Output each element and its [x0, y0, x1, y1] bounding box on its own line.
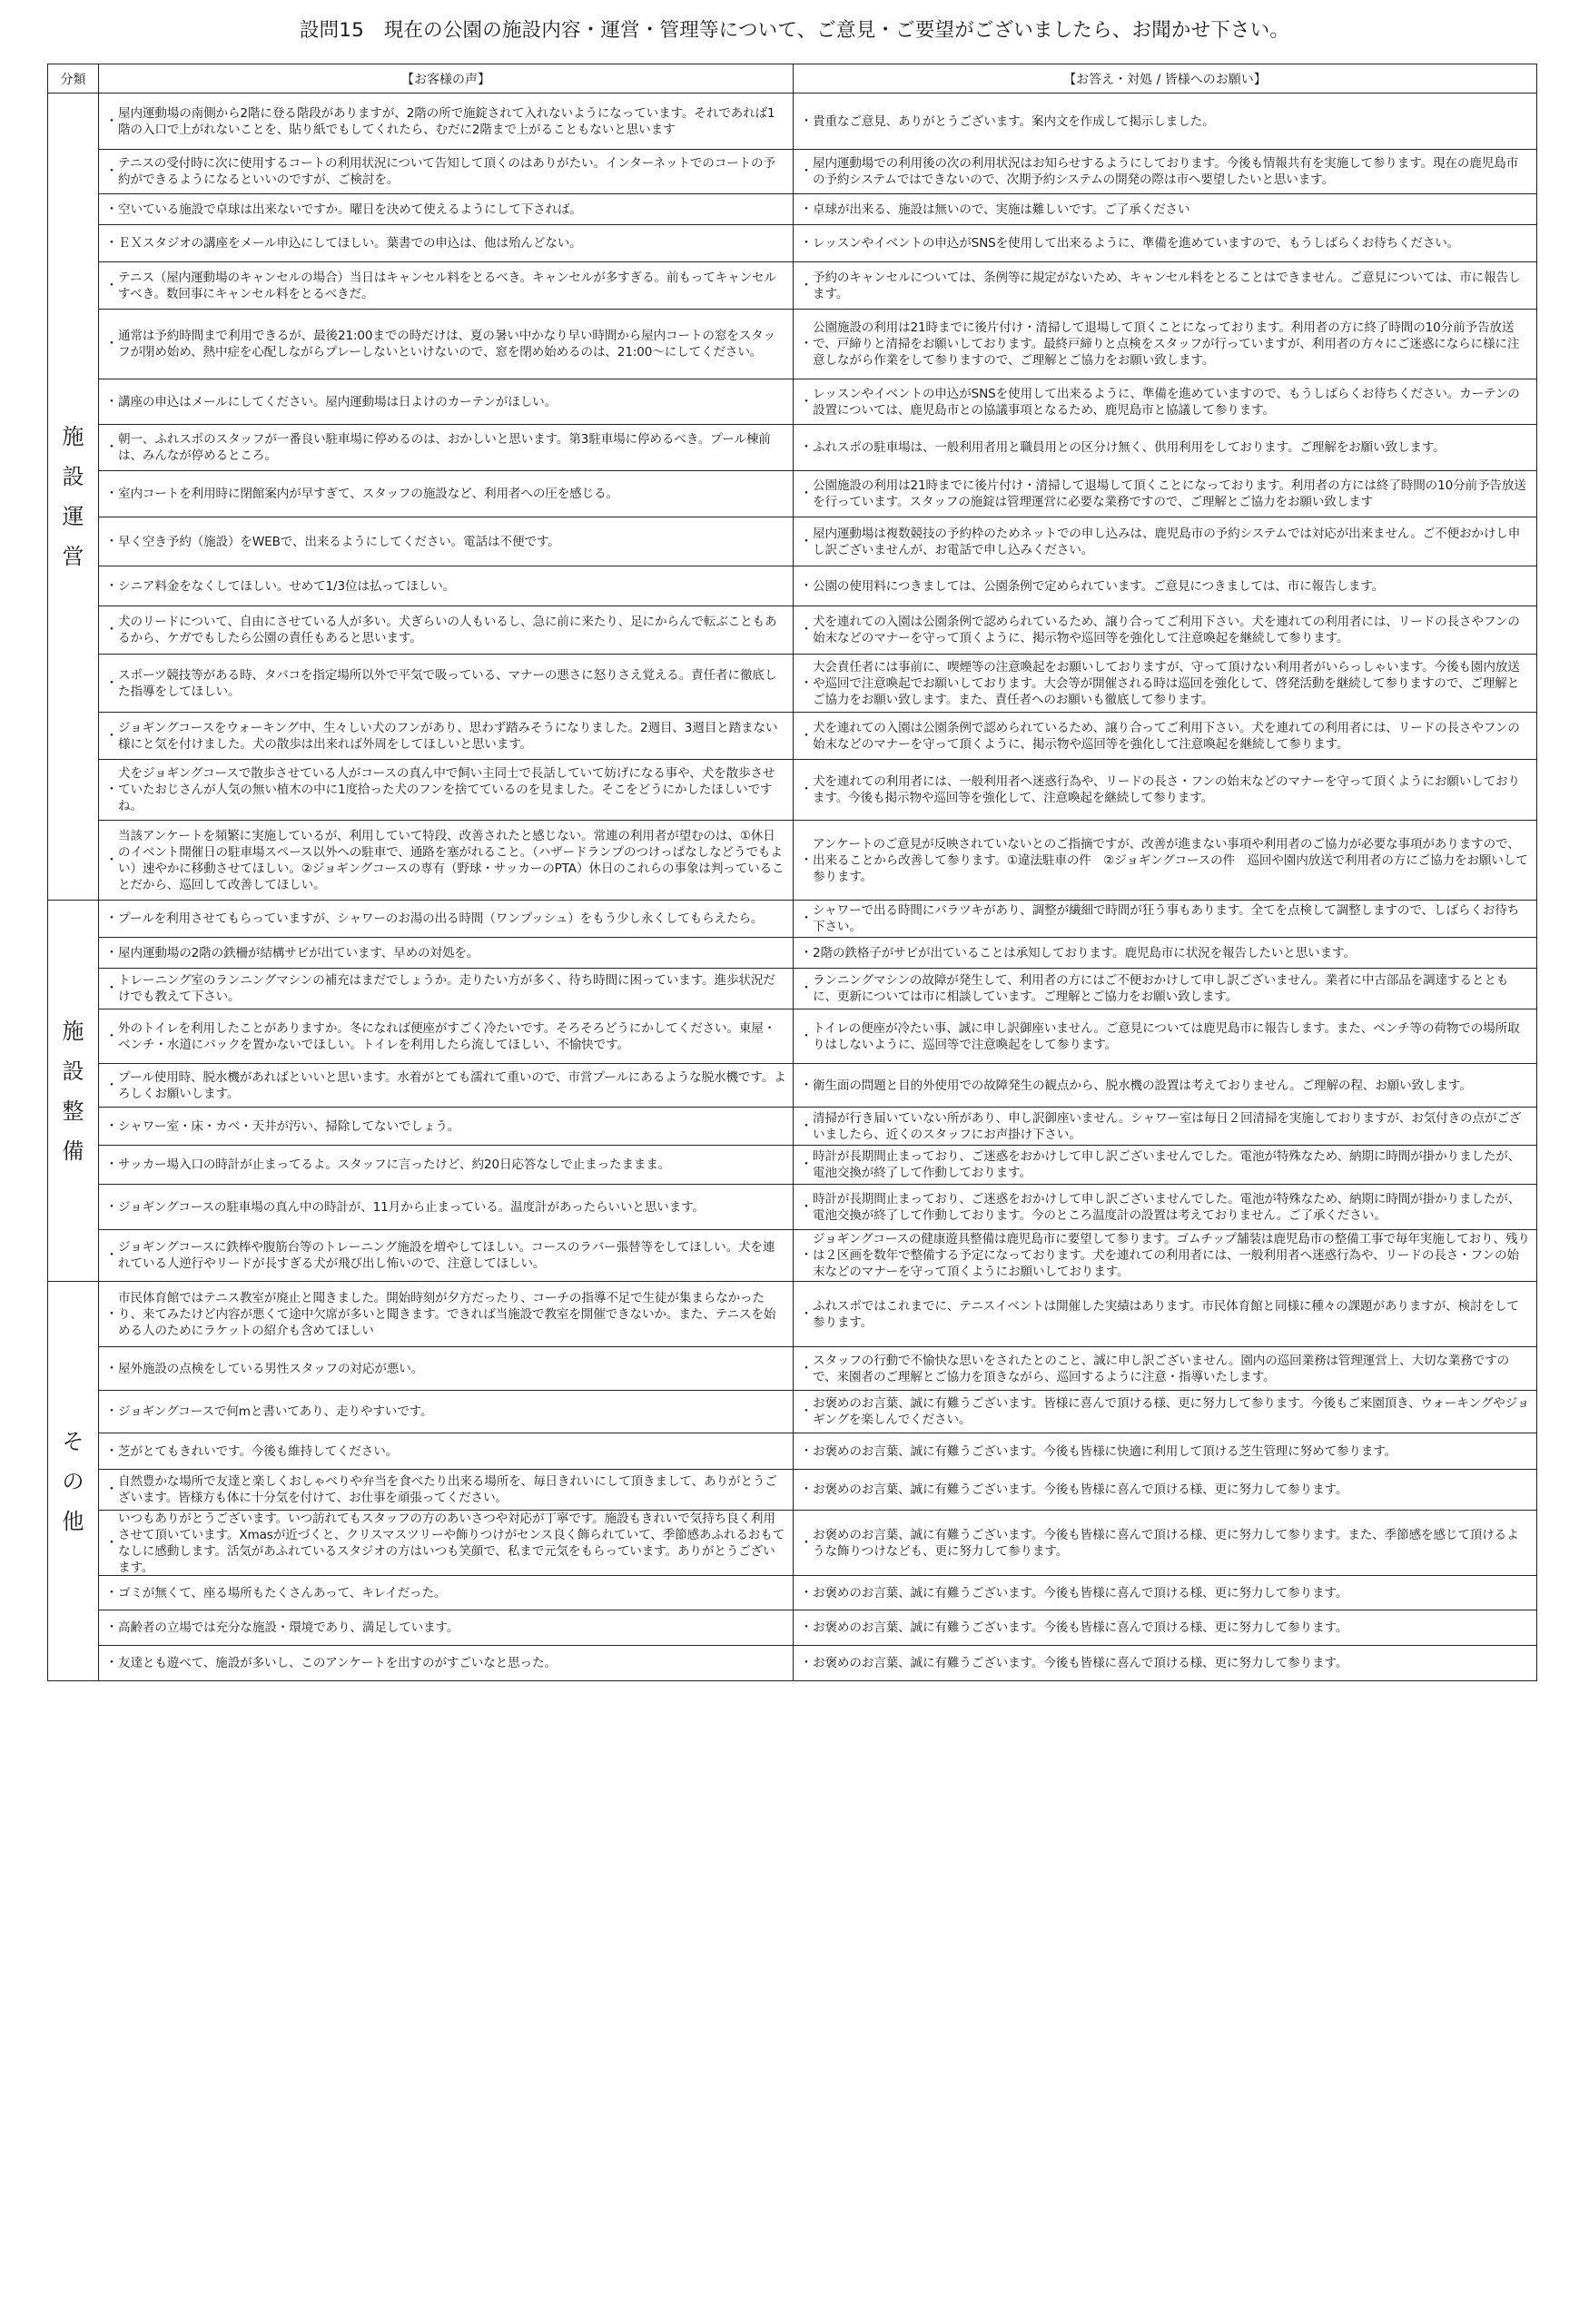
- bullet-mark: ・: [105, 728, 118, 743]
- bullet-mark: ・: [800, 1656, 813, 1670]
- category-char: そ: [62, 1428, 84, 1454]
- page-title: 設問15 現在の公園の施設内容・運営・管理等について、ご意見・ご要望がございましたら、お聞かせ下さい。: [299, 19, 1290, 42]
- answer-cell: [794, 225, 1537, 262]
- category-cell: [48, 94, 99, 901]
- table-row: [48, 310, 1537, 379]
- answer-cell: [794, 310, 1537, 379]
- answer-text: シャワーで出る時間にバラツキがあり、調整が繊細で時間が狂う事もあります。全てを点検して調整しますので、しばらくお待ち下さい。: [813, 903, 1520, 934]
- customer-voice-cell: [99, 310, 794, 379]
- customer-voice-cell: [99, 938, 794, 969]
- customer-voice-cell: [99, 1433, 794, 1470]
- answer-text: 公園施設の利用は21時までに後片付け・清掃して退場して頂くことになっております。利用者の方には終了時間の10分前予告放送を行っています。スタッフの施錠は管理運営に必要な業務ですので、ご理解とご協力をお願い致します: [813, 478, 1526, 509]
- answer-cell: [794, 1433, 1537, 1470]
- bullet-mark: ・: [800, 440, 813, 455]
- answer-cell: [794, 566, 1537, 606]
- customer-voice-cell: [99, 517, 794, 566]
- answer-text: スタッフの行動で不愉快な思いをされたとのこと、誠に申し訳ございません。園内の巡回業務は管理運営上、大切な業務ですので、来園者のご理解とご協力を頂きながら、巡回するように注意・指導いたします。: [813, 1353, 1510, 1384]
- bullet-mark: ・: [105, 945, 118, 960]
- answer-text: 大会責任者には事前に、喫煙等の注意喚起をお願いしておりますが、守って頂けない利用者がいらっしゃいます。今後も園内放送や巡回で注意喚起でお願いしております。大会等が開催される時は巡回を強化して、啓発活動を継続して参りますので、ご理解とご協力をお願い致します。また、責任者へのお願いも徹底して参ります。: [813, 659, 1520, 707]
- answer-text: 清掃が行き届いていない所があり、申し訳御座いません。シャワー室は毎日２回清掃を実施しておりますが、お気付きの点がございましたら、近くのスタッフにお声掛け下さい。: [813, 1110, 1522, 1142]
- table-row: [48, 225, 1537, 262]
- customer-voice-text: 外のトイレを利用したことがありますか。冬になれば便座がすごく冷たいです。そろそろどうにかしてください。東屋・ベンチ・水道にバックを置かないでほしい。トイレを利用したら流してほしい、不愉快です。: [118, 1020, 776, 1052]
- bullet-mark: ・: [105, 1535, 118, 1551]
- answer-text: レッスンやイベントの申込がSNSを使用して出来るように、準備を進めていますので、もうしばらくお待ちください。: [813, 236, 1460, 251]
- answer-text: 公園施設の利用は21時までに後片付け・清掃して退場して頂くことになっております。利用者の方に終了時間の10分前予告放送で、戸締りと清掃をお願いしております。最終戸締りと点検をスタッフが行っていますが、利用者の方々にご迷惑にならに様に注意しながら作業をして参りますので、ご理解とご協力をお願い致します。: [813, 320, 1520, 368]
- customer-voice-cell: [99, 760, 794, 821]
- answer-cell: [794, 1470, 1537, 1511]
- table-row: [48, 566, 1537, 606]
- answer-cell: [794, 1108, 1537, 1146]
- category-char: 営: [62, 544, 84, 569]
- answer-cell: [794, 1610, 1537, 1646]
- table-row: [48, 194, 1537, 225]
- customer-voice-cell: [99, 150, 794, 194]
- bullet-mark: ・: [105, 1585, 118, 1600]
- bullet-mark: ・: [800, 675, 813, 691]
- answer-text: お褒めのお言葉、誠に有難うございます。皆様に喜んで頂ける様、更に努力して参ります。今後もご来園頂き、ウォーキングやジョギングを楽しんでください。: [813, 1396, 1530, 1427]
- customer-voice-cell: [99, 1146, 794, 1185]
- table-row: [48, 606, 1537, 655]
- customer-voice-text: ゴミが無くて、座る場所もたくさんあって、キレイだった。: [118, 1585, 447, 1600]
- customer-voice-text: プール使用時、脱水機があればといいと思います。水着がとても濡れて重いので、市営プールにあるような脱水機です。よろしくお願いします。: [118, 1069, 786, 1101]
- category-cell: [48, 1282, 99, 1681]
- answer-text: 公園の使用料につきましては、公園条例で定められています。ご意見につきましては、市に報告します。: [813, 578, 1385, 594]
- bullet-mark: ・: [800, 278, 813, 293]
- customer-voice-cell: [99, 713, 794, 760]
- customer-voice-text: 空いている施設で卓球は出来ないですか。曜日を決めて使えるようにして下されば。: [118, 202, 582, 217]
- answer-cell: [794, 1230, 1537, 1282]
- bullet-mark: ・: [800, 1157, 813, 1172]
- category-char: 整: [62, 1098, 84, 1124]
- answer-text: トイレの便座が冷たい事、誠に申し訳御座いません。ご意見については鹿児島市に報告します。また、ベンチ等の荷物での場所取りはしないように、巡回等で注意喚起をして参ります。: [813, 1020, 1520, 1052]
- customer-voice-cell: [99, 94, 794, 150]
- customer-voice-cell: [99, 1511, 794, 1576]
- table-row: [48, 1576, 1537, 1610]
- customer-voice-text: ジョギングコースをウォーキング中、生々しい犬のフンがあり、思わず踏みそうになりました。2週目、3週目と踏まない様にと気を付けました。犬の散歩は出来れば外周をしてほしいと思います。: [118, 720, 778, 752]
- bullet-mark: ・: [105, 1306, 118, 1322]
- answer-text: アンケートのご意見が反映されていないとのご指摘ですが、改善が進まない事項や利用者のご協力が必要な事項がありますので、出来ることから改善して参ります。①違法駐車の件 ②ジョギングコースの件 巡回や園内放送で利用者の方にご協力をお願いして参ります。: [813, 836, 1528, 884]
- customer-voice-cell: [99, 1009, 794, 1064]
- customer-voice-text: ＥＸスタジオの講座をメール申込にしてほしい。葉書での申込は、他は殆んどない。: [118, 236, 582, 251]
- bullet-mark: ・: [105, 440, 118, 455]
- header-voice: 【お客様の声】: [99, 64, 794, 94]
- answer-cell: [794, 655, 1537, 713]
- table-row: [48, 938, 1537, 969]
- bullet-mark: ・: [800, 164, 813, 179]
- answer-text: 時計が長期間止まっており、ご迷惑をおかけして申し訳ございませんでした。電池が特殊なため、納期に時間が掛かりましたが、電池交換が終了して作動しております。: [813, 1149, 1521, 1180]
- table-row: [48, 655, 1537, 713]
- bullet-mark: ・: [105, 1404, 118, 1419]
- bullet-mark: ・: [800, 534, 813, 549]
- customer-voice-text: 屋内運動場の南側から2階に登る階段がありますが、2階の所で施錠されて入れないようになっています。それであれば1階の入口で上がれないことを、貼り紙でもしてくれたら、むだに2階まで上がることもないと思います: [118, 105, 775, 137]
- answer-cell: [794, 760, 1537, 821]
- category-cell: [48, 901, 99, 1282]
- table-row: [48, 471, 1537, 517]
- bullet-mark: ・: [800, 1535, 813, 1551]
- bullet-mark: ・: [800, 945, 813, 960]
- bullet-mark: ・: [800, 1585, 813, 1600]
- bullet-mark: ・: [105, 1078, 118, 1093]
- table-row: [48, 1433, 1537, 1470]
- customer-voice-cell: [99, 379, 794, 425]
- customer-voice-text: スポーツ競技等がある時、タバコを指定場所以外で平気で吸っている、マナーの悪さに怒りさえ覚える。責任者に徹底した指導をしてほしい。: [118, 667, 777, 699]
- table-row: [48, 379, 1537, 425]
- answer-cell: [794, 1576, 1537, 1610]
- bullet-mark: ・: [105, 675, 118, 691]
- customer-voice-text: 犬のリードについて、自由にさせている人が多い。犬ぎらいの人もいるし、急に前に来たり、足にからんで転ぶこともあるから、ケガでもしたら公園の責任もあると思います。: [118, 615, 777, 645]
- answer-cell: [794, 471, 1537, 517]
- answer-cell: [794, 425, 1537, 471]
- bullet-mark: ・: [800, 728, 813, 743]
- table-row: [48, 1282, 1537, 1347]
- answer-cell: [794, 1009, 1537, 1064]
- bullet-mark: ・: [105, 278, 118, 293]
- bullet-mark: ・: [800, 852, 813, 868]
- answer-text: ふれスポの駐車場は、一般利用者用と職員用との区分け無く、供用利用をしております。ご理解をお願い致します。: [813, 440, 1446, 455]
- bullet-mark: ・: [800, 1306, 813, 1322]
- customer-voice-cell: [99, 262, 794, 310]
- answer-text: お褒めのお言葉、誠に有難うございます。今後も皆様に喜んで頂ける様、更に努力して参ります。: [813, 1585, 1348, 1600]
- answer-cell: [794, 1511, 1537, 1576]
- table-row: [48, 1347, 1537, 1391]
- bullet-mark: ・: [105, 337, 118, 351]
- answer-cell: [794, 150, 1537, 194]
- answer-cell: [794, 1391, 1537, 1433]
- bullet-mark: ・: [105, 911, 118, 926]
- survey-table: [47, 64, 1537, 1681]
- customer-voice-cell: [99, 1576, 794, 1610]
- answer-text: お褒めのお言葉、誠に有難うございます。今後も皆様に喜んで頂ける様、更に努力して参ります。: [813, 1620, 1348, 1635]
- answer-cell: [794, 821, 1537, 901]
- customer-voice-cell: [99, 1230, 794, 1282]
- bullet-mark: ・: [105, 1157, 118, 1172]
- bullet-mark: ・: [800, 783, 813, 797]
- answer-cell: [794, 713, 1537, 760]
- customer-voice-text: 早く空き予約（施設）をWEBで、出来るようにしてください。電話は不便です。: [118, 534, 560, 549]
- answer-text: 屋内運動場での利用後の次の利用状況はお知らせするようにしております。今後も情報共有を実施して参ります。現在の鹿児島市の予約システムではできないので、次期予約システムの開発の際は市へ要望したいと思います。: [813, 156, 1519, 187]
- answer-cell: [794, 194, 1537, 225]
- customer-voice-text: 市民体育館ではテニス教室が廃止と聞きました。開始時刻が夕方だったり、コーチの指導不足で生徒が集まらなかったり、来てみたけど内容が悪くて途中欠席が多いと聞きます。できれば当施設で教室を開催できないか。また、テニスを始める人のためにラケットの紹介も含めてほしい: [118, 1290, 776, 1338]
- answer-text: レッスンやイベントの申込がSNSを使用して出来るように、準備を進めていますので、もうしばらくお待ちください。カーテンの設置については、鹿児島市との協議事項となるため、鹿児島市と協議して参ります。: [813, 386, 1520, 418]
- header-answer: 【お答え・対処 / 皆様へのお願い】: [794, 64, 1537, 94]
- bullet-mark: ・: [105, 1361, 118, 1376]
- customer-voice-text: 室内コートを利用時に閉館案内が早すぎて、スタッフの施設など、利用者への圧を感じる。: [118, 487, 618, 501]
- bullet-mark: ・: [800, 1118, 813, 1134]
- bullet-mark: ・: [105, 1482, 118, 1497]
- bullet-mark: ・: [800, 487, 813, 501]
- answer-text: 屋内運動場は複数競技の予約枠のためネットでの申し込みは、鹿児島市の予約システムでは対応が出来ません。ご不便おかけし申し訳ございませんが、お電話で申し込みください。: [813, 526, 1521, 557]
- answer-cell: [794, 262, 1537, 310]
- category-char: 備: [62, 1137, 84, 1164]
- table-row: [48, 821, 1537, 901]
- bullet-mark: ・: [105, 623, 118, 637]
- bullet-mark: ・: [800, 578, 813, 594]
- answer-cell: [794, 938, 1537, 969]
- bullet-mark: ・: [800, 1248, 813, 1263]
- table-header-row: [48, 64, 1537, 94]
- bullet-mark: ・: [105, 1443, 118, 1459]
- customer-voice-cell: [99, 194, 794, 225]
- table-row: [48, 1009, 1537, 1064]
- customer-voice-text: 通常は予約時間まで利用できるが、最後21:00までの時だけは、夏の暑い中かなり早い時間から屋内コートの窓をスタッフが閉め始め、熱中症を心配しながらプレーしないといけないので、窓を閉め始めるのは、21:00〜にしてください。: [118, 329, 776, 359]
- table-row: [48, 1610, 1537, 1646]
- customer-voice-cell: [99, 1108, 794, 1146]
- category-char: 他: [62, 1508, 84, 1534]
- category-char: 設: [62, 1058, 84, 1084]
- bullet-mark: ・: [105, 578, 118, 594]
- bullet-mark: ・: [105, 852, 118, 868]
- table-row: [48, 150, 1537, 194]
- bullet-mark: ・: [105, 202, 118, 217]
- customer-voice-text: 屋内運動場の2階の鉄柵が結構サビが出ています、早めの対処を。: [118, 945, 479, 960]
- bullet-mark: ・: [800, 1482, 813, 1497]
- table-row: [48, 901, 1537, 938]
- answer-cell: [794, 94, 1537, 150]
- customer-voice-text: いつもありがとうございます。いつ訪れてもスタッフの方のあいさつや対応が丁寧です。施設もきれいで気持ち良く利用させて頂いています。Xmasが近づくと、クリスマスツリーや飾りつけがセンス良く飾られていて、季節感あふれるおもてなしに感動します。活気があふれているスタジオの方はいつも笑顔で、私まで元気をもらっています。ありがとうございます。: [118, 1511, 785, 1575]
- customer-voice-text: 当該アンケートを頻繁に実施しているが、利用していて特段、改善されたと感じない。常連の利用者が望むのは、①休日のイベント開催日の駐車場スペース以外への駐車で、通路を塞がれること。（ハザードランプのつけっぱなしなどうでもよい）速やかに移動させてほしい。②ジョギングコースの専有（野球・サッカーのPTA）休日のこれらの事象は判っていることだから、巡回して改善してほしい。: [118, 828, 785, 892]
- bullet-mark: ・: [105, 534, 118, 549]
- table-row: [48, 1064, 1537, 1108]
- table-row: [48, 1470, 1537, 1511]
- bullet-mark: ・: [105, 981, 118, 996]
- bullet-mark: ・: [105, 164, 118, 179]
- answer-cell: [794, 901, 1537, 938]
- answer-cell: [794, 379, 1537, 425]
- answer-cell: [794, 969, 1537, 1009]
- answer-cell: [794, 1282, 1537, 1347]
- bullet-mark: ・: [105, 1248, 118, 1263]
- bullet-mark: ・: [800, 981, 813, 996]
- answer-text: 犬を連れての入園は公園条例で認められているため、譲り合ってご利用下さい。犬を連れての利用者には、リードの長さやフンの始末などのマナーを守って頂くように、掲示物や巡回等を強化して注意喚起を継続して参ります。: [813, 615, 1520, 645]
- table-row: [48, 1511, 1537, 1576]
- bullet-mark: ・: [800, 623, 813, 637]
- answer-text: ふれスポではこれまでに、テニスイベントは開催した実績はあります。市民体育館と同様に種々の課題がありますが、検討をして参ります。: [813, 1298, 1519, 1330]
- bullet-mark: ・: [800, 1620, 813, 1635]
- customer-voice-cell: [99, 969, 794, 1009]
- customer-voice-cell: [99, 1646, 794, 1681]
- customer-voice-text: 屋外施設の点検をしている男性スタッフの対応が悪い。: [118, 1361, 424, 1376]
- answer-text: 貴重なご意見、ありがとうございます。案内文を作成して掲示しました。: [813, 113, 1215, 129]
- customer-voice-cell: [99, 471, 794, 517]
- category-char: 施: [62, 1018, 84, 1044]
- bullet-mark: ・: [105, 1656, 118, 1670]
- customer-voice-text: トレーニング室のランニングマシンの補充はまだでしょうか。走りたい方が多く、待ち時間に困っています。進歩状況だけでも教えて下さい。: [118, 973, 775, 1004]
- customer-voice-text: サッカー場入口の時計が止まってるよ。スタッフに言ったけど、約20日応答なしで止まったままま。: [118, 1157, 671, 1172]
- bullet-mark: ・: [800, 113, 813, 129]
- bullet-mark: ・: [105, 394, 118, 409]
- bullet-mark: ・: [105, 487, 118, 501]
- customer-voice-cell: [99, 1347, 794, 1391]
- customer-voice-cell: [99, 1064, 794, 1108]
- answer-text: 予約のキャンセルについては、条例等に規定がないため、キャンセル料をとることはできません。ご意見については、市に報告します。: [813, 270, 1521, 301]
- table-row: [48, 1146, 1537, 1185]
- table-row: [48, 760, 1537, 821]
- customer-voice-cell: [99, 1282, 794, 1347]
- table-row: [48, 425, 1537, 471]
- answer-text: 犬を連れての利用者には、一般利用者へ迷惑行為や、リードの長さ・フンの始末などのマナーを守って頂くようにお願いしております。今後も掲示物や巡回等を強化して、注意喚起を継続して参ります。: [813, 774, 1520, 805]
- customer-voice-text: 犬をジョギングコースで散歩させている人がコースの真ん中で飼い主同士で長話していて妨げになる事や、犬を散歩させていたおじさんが人気の無い植木の中に1度拾った犬のフンを捨てているのを見ました。そこをどうにかしたほしいですね。: [118, 766, 775, 813]
- bullet-mark: ・: [800, 1443, 813, 1459]
- bullet-mark: ・: [105, 1118, 118, 1134]
- answer-cell: [794, 1185, 1537, 1230]
- customer-voice-text: テニス（屋内運動場のキャンセルの場合）当日はキャンセル料をとるべき。キャンセルが多すぎる。前もってキャンセルすべき。数回事にキャンセル料をとるべきだ。: [118, 270, 776, 301]
- bullet-mark: ・: [800, 394, 813, 409]
- customer-voice-cell: [99, 225, 794, 262]
- customer-voice-text: 芝がとてもきれいです。今後も維持してください。: [118, 1443, 399, 1459]
- answer-text: お褒めのお言葉、誠に有難うございます。今後も皆様に喜んで頂ける様、更に努力して参ります。: [813, 1656, 1348, 1670]
- bullet-mark: ・: [800, 911, 813, 926]
- table-row: [48, 969, 1537, 1009]
- answer-text: お褒めのお言葉、誠に有難うございます。今後も皆様に快適に利用して頂ける芝生管理に努めて参ります。: [813, 1443, 1397, 1459]
- customer-voice-cell: [99, 566, 794, 606]
- answer-text: ジョギングコースの健康遊具整備は鹿児島市に要望して参ります。ゴムチップ舗装は鹿児島市の整備工事で毎年実施しており、残りは２区画を数年で整備する予定になっております。犬を連れての利用者には、一般利用者へ迷惑行為や、リードの長さ・フンの始末などのマナーを守って頂くようにお願いしております。: [813, 1232, 1530, 1279]
- customer-voice-cell: [99, 901, 794, 938]
- header-category: 分類: [48, 64, 99, 94]
- table-row: [48, 517, 1537, 566]
- answer-text: 犬を連れての入園は公園条例で認められているため、譲り合ってご利用下さい。犬を連れての利用者には、リードの長さやフンの始末などのマナーを守って頂くように、掲示物や巡回等を強化して注意喚起を継続して参ります。: [813, 720, 1520, 752]
- bullet-mark: ・: [800, 1078, 813, 1093]
- bullet-mark: ・: [800, 1199, 813, 1215]
- customer-voice-cell: [99, 655, 794, 713]
- answer-text: 2階の鉄格子がサビが出ていることは承知しております。鹿児島市に状況を報告したいと思います。: [813, 945, 1356, 960]
- customer-voice-text: シャワー室・床・カベ・天井が汚い、掃除してないでしょう。: [118, 1118, 460, 1134]
- answer-cell: [794, 517, 1537, 566]
- answer-cell: [794, 606, 1537, 655]
- answer-cell: [794, 1646, 1537, 1681]
- customer-voice-text: ジョギングコースに鉄棒や腹筋台等のトレーニング施設を増やしてほしい。コースのラバー張替等をしてほしい。犬を連れている人逆行やリードが長すぎる犬が飛び出し怖いので、注意してほしい。: [118, 1240, 775, 1271]
- category-char: 設: [62, 464, 84, 489]
- table-row: [48, 1108, 1537, 1146]
- bullet-mark: ・: [800, 236, 813, 251]
- table-row: [48, 94, 1537, 150]
- answer-cell: [794, 1064, 1537, 1108]
- category-char: 施: [62, 424, 84, 449]
- answer-cell: [794, 1146, 1537, 1185]
- category-char: の: [62, 1468, 84, 1494]
- bullet-mark: ・: [105, 113, 118, 129]
- customer-voice-text: テニスの受付時に次に使用するコートの利用状況について告知して頂くのはありがたい。インターネットでのコートの予約ができるようになるといいのですが、ご検討を。: [118, 156, 775, 187]
- answer-text: 時計が長期間止まっており、ご迷惑をおかけして申し訳ございませんでした。電池が特殊なため、納期に時間が掛かりましたが、電池交換が終了して作動しております。今のところ温度計の設置は考えておりません。ご了承ください。: [813, 1191, 1521, 1223]
- answer-text: ランニングマシンの故障が発生して、利用者の方にはご不便おかけして申し訳ございません。業者に中古部品を調達するとともに、更新については市に相談しています。ご理解とご協力をお願い致します。: [813, 973, 1509, 1004]
- answer-text: 卓球が出来る、施設は無いので、実施は難しいです。ご了承ください: [813, 202, 1190, 217]
- customer-voice-text: シニア料金をなくしてほしい。せめて1/3位は払ってほしい。: [118, 578, 455, 594]
- bullet-mark: ・: [800, 1404, 813, 1419]
- answer-text: お褒めのお言葉、誠に有難うございます。今後も皆様に喜んで頂ける様、更に努力して参ります。また、季節感を感じて頂けるような飾りつけなども、更に努力して参ります。: [813, 1527, 1519, 1559]
- customer-voice-text: 高齢者の立場では充分な施設・環境であり、満足しています。: [118, 1620, 459, 1635]
- customer-voice-text: ジョギングコースで何mと書いてあり、走りやすいです。: [118, 1404, 433, 1419]
- customer-voice-text: プールを利用させてもらっていますが、シャワーのお湯の出る時間（ワンプッシュ）をもう少し永くしてもらえたら。: [118, 911, 764, 926]
- customer-voice-cell: [99, 1470, 794, 1511]
- bullet-mark: ・: [105, 236, 118, 251]
- bullet-mark: ・: [800, 202, 813, 217]
- customer-voice-cell: [99, 1391, 794, 1433]
- table-row: [48, 1185, 1537, 1230]
- table-body: [48, 94, 1537, 1681]
- table-row: [48, 262, 1537, 310]
- answer-text: お褒めのお言葉、誠に有難うございます。今後も皆様に喜んで頂ける様、更に努力して参ります。: [813, 1482, 1348, 1497]
- table-row: [48, 1391, 1537, 1433]
- bullet-mark: ・: [800, 1029, 813, 1044]
- table-row: [48, 1646, 1537, 1681]
- customer-voice-text: ジョギングコースの駐車場の真ん中の時計が、11月から止まっている。温度計があったらいいと思います。: [118, 1199, 705, 1215]
- table-row: [48, 1230, 1537, 1282]
- bullet-mark: ・: [105, 1620, 118, 1635]
- customer-voice-cell: [99, 821, 794, 901]
- bullet-mark: ・: [105, 1029, 118, 1044]
- category-char: 運: [62, 504, 84, 529]
- customer-voice-text: 講座の申込はメールにしてください。屋内運動場は日よけのカーテンがほしい。: [118, 394, 558, 409]
- answer-text: 衛生面の問題と目的外使用での故障発生の観点から、脱水機の設置は考えておりません。ご理解の程、お願い致します。: [813, 1078, 1472, 1093]
- bullet-mark: ・: [800, 337, 813, 351]
- bullet-mark: ・: [105, 1199, 118, 1215]
- bullet-mark: ・: [105, 783, 118, 797]
- customer-voice-cell: [99, 606, 794, 655]
- table-row: [48, 713, 1537, 760]
- answer-cell: [794, 1347, 1537, 1391]
- customer-voice-cell: [99, 1610, 794, 1646]
- customer-voice-text: 自然豊かな場所で友達と楽しくおしゃべりや弁当を食べたり出来る場所を、毎日きれいにして頂きまして、ありがとうございます。皆様方も体に十分気を付けて、お仕事を頑張ってください。: [118, 1474, 777, 1505]
- bullet-mark: ・: [800, 1361, 813, 1376]
- customer-voice-cell: [99, 1185, 794, 1230]
- customer-voice-text: 朝一、ふれスポのスタッフが一番良い駐車場に停めるのは、おかしいと思います。第3駐車場に停めるべき。プール棟前は、みんなが停めるところ。: [118, 432, 771, 463]
- customer-voice-text: 友達とも遊べて、施設が多いし、このアンケートを出すのがすごいなと思った。: [118, 1656, 557, 1670]
- customer-voice-cell: [99, 425, 794, 471]
